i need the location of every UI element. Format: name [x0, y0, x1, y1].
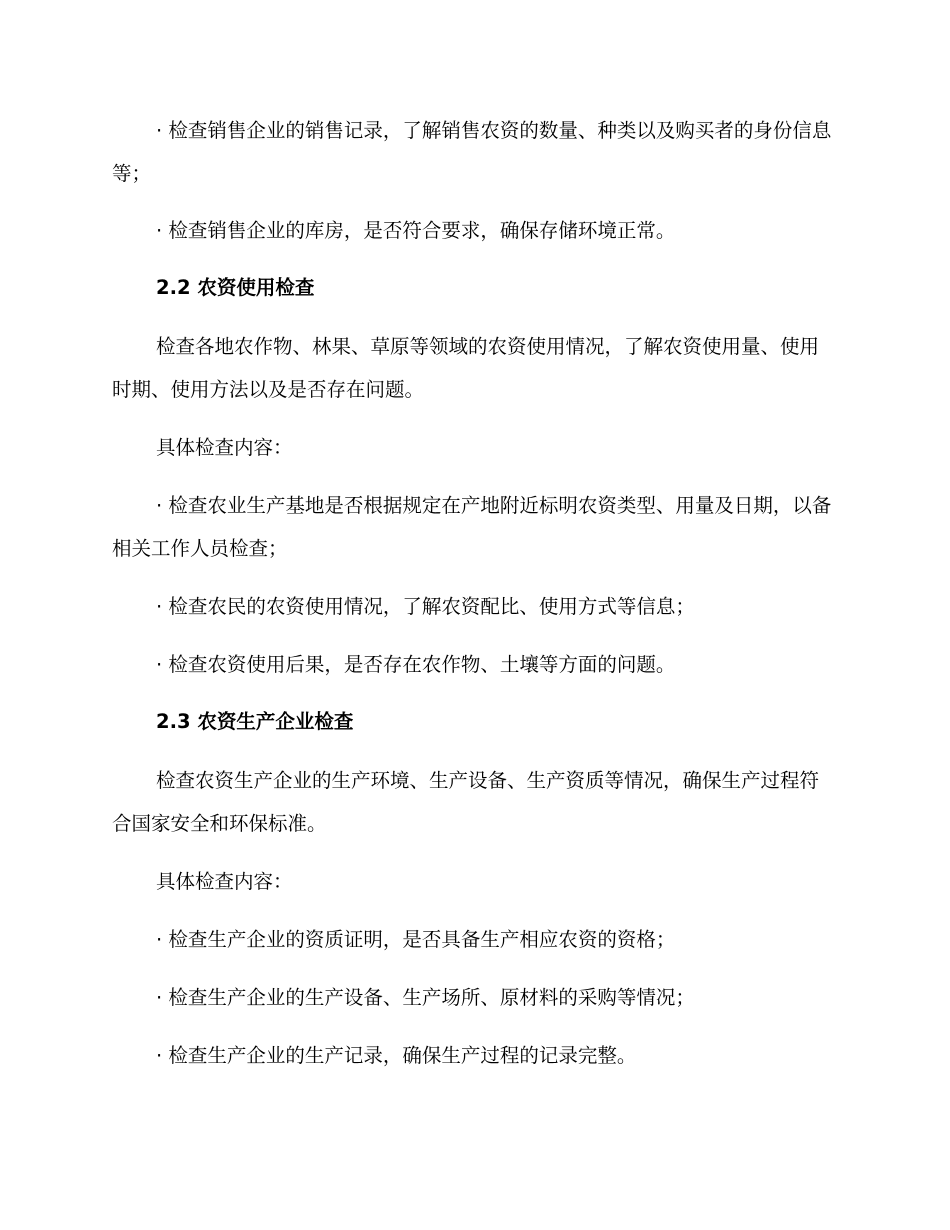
section-heading-2-2: 2.2 农资使用检查 [156, 276, 315, 299]
details-label: 具体检查内容： [156, 436, 293, 459]
section-2-3-intro: 检查农资生产企业的生产环境、生产设备、生产资质等情况，确保生产过程符合国家安全和环保标准。 [112, 769, 820, 835]
bullet-equipment: · 检查生产企业的生产设备、生产场所、原材料的采购等情况； [156, 986, 695, 1009]
bullet-base-labeling: · 检查农业生产基地是否根据规定在产地附近标明农资类型、用量及日期，以备相关工作人员检查； [112, 494, 832, 560]
bullet-warehouse: · 检查销售企业的库房，是否符合要求，确保存储环境正常。 [156, 219, 676, 242]
bullet-production-records: · 检查生产企业的生产记录，确保生产过程的记录完整。 [156, 1044, 637, 1067]
details-label: 具体检查内容： [156, 870, 293, 893]
section-heading-2-3: 2.3 农资生产企业检查 [156, 710, 354, 733]
bullet-usage-results: · 检查农资使用后果，是否存在农作物、土壤等方面的问题。 [156, 653, 676, 676]
bullet-farmer-usage: · 检查农民的农资使用情况，了解农资配比、使用方式等信息； [156, 595, 695, 618]
bullet-sales-records: · 检查销售企业的销售记录，了解销售农资的数量、种类以及购买者的身份信息等； [112, 119, 832, 185]
bullet-qualification: · 检查生产企业的资质证明，是否具备生产相应农资的资格； [156, 928, 676, 951]
section-2-2-intro: 检查各地农作物、林果、草原等领域的农资使用情况，了解农资使用量、使用时期、使用方法以及是否存在问题。 [112, 335, 820, 401]
